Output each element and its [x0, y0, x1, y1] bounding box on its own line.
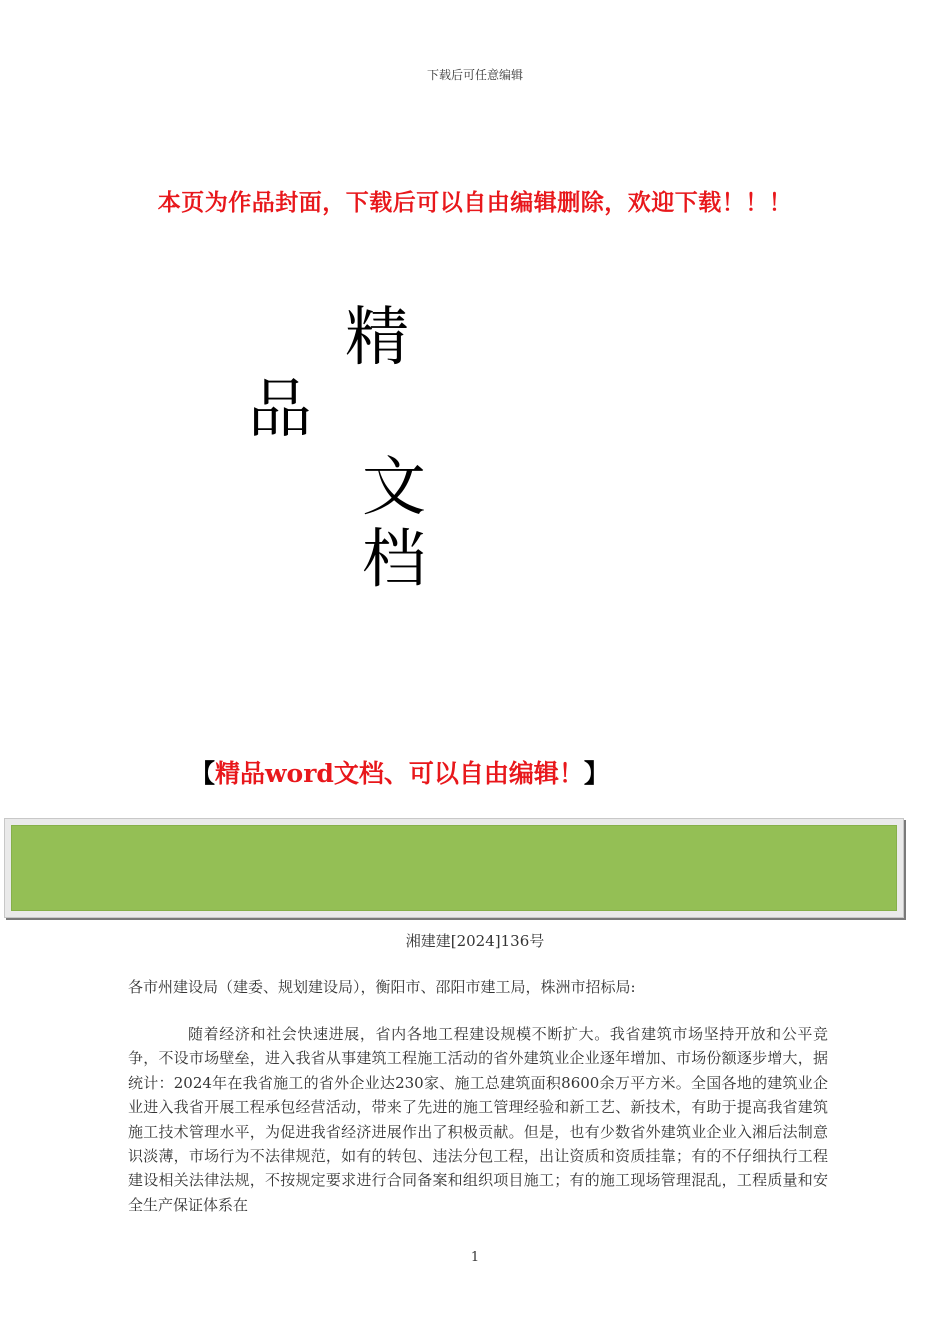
banner-close-bracket: 】 [583, 759, 609, 788]
banner-open-bracket: 【 [190, 759, 216, 788]
page-number: 1 [470, 1250, 480, 1265]
banner-text: 精品word文档、可以自由编辑！ [215, 759, 584, 788]
document-number: 湘建建[2024]136号 [405, 932, 545, 950]
document-recipient: 各市州建设局（建委、规划建设局），衡阳市、邵阳市建工局，株洲市招标局: [128, 978, 636, 996]
header-note: 下载后可任意编辑 [426, 68, 523, 82]
green-band-fill [11, 825, 897, 911]
cover-big-char-2: 品 [248, 373, 312, 447]
body-paragraph: 随着经济和社会快速进展，省内各地工程建设规模不断扩大。我省建筑市场坚持开放和公平竞争，不设市场壁垒，进入我省从事建筑工程施工活动的省外建筑业企业逐年增加、市场份额逐步增大，据统计：2024年在我省施工的省外企业达230家、施工总建筑面积8600余万平方米。全国各地的建筑业企业进入我省开展工程承包经营活动，带来了先进的施工管理经验和新工艺、新技术，有助于提高我省建筑施工技术管理水平，为促进我省经济进展作出了积极贡献。但是，也有少数省外建筑业企业入湘后法制意识淡薄，市场行为不法律规范，如有的转包、违法分包工程，出让资质和资质挂靠；有的不仔细执行工程建设相关法律法规，不按规定要求进行合同备案和组织项目施工；有的施工现场管理混乱，工程质量和安全生产保证体系在 [128, 1025, 828, 1214]
cover-notice: 本页为作品封面，下载后可以自由编辑删除，欢迎下载！！！ [157, 190, 793, 216]
green-decorative-band [4, 818, 904, 918]
word-doc-banner [190, 754, 609, 790]
cover-big-char-1: 精 [345, 301, 409, 375]
cover-big-char-3: 文 [362, 451, 426, 525]
cover-big-char-4: 档 [362, 523, 426, 597]
